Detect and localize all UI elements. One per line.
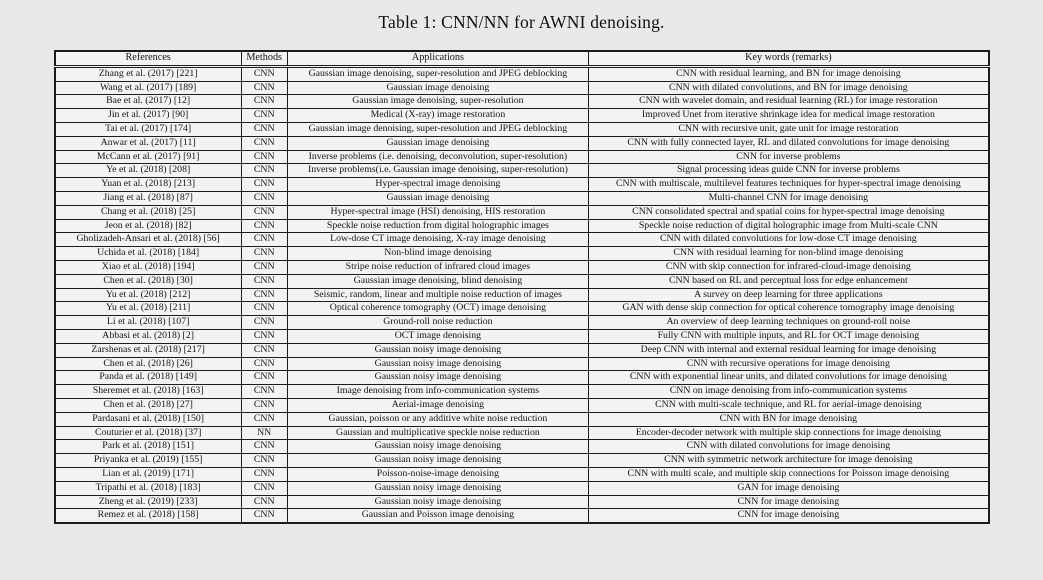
reference-cell: Yu et al. (2018) [212] (55, 288, 242, 302)
keywords-cell: GAN for image denoising (589, 481, 989, 495)
application-cell: Gaussian image denoising (287, 81, 589, 95)
method-cell: CNN (241, 343, 287, 357)
keywords-cell: Fully CNN with multiple inputs, and RL for OCT image denoising (589, 329, 989, 343)
keywords-cell: CNN on image denoising from info-communication systems (589, 385, 989, 399)
keywords-cell: CNN for image denoising (589, 509, 989, 523)
table-row (55, 481, 989, 495)
keywords-cell: CNN based on RL and perceptual loss for edge enhancement (589, 274, 989, 288)
keywords-cell: CNN with residual learning, and BN for image denoising (589, 66, 989, 81)
reference-cell: Couturier et al. (2018) [37] (55, 426, 242, 440)
keywords-cell: CNN with symmetric network architecture for image denoising (589, 454, 989, 468)
column-header: Key words (remarks) (589, 51, 989, 66)
table-row (55, 95, 989, 109)
application-cell: Gaussian image denoising (287, 191, 589, 205)
application-cell: Inverse problems (i.e. denoising, deconvolution, super-resolution) (287, 150, 589, 164)
method-cell: CNN (241, 302, 287, 316)
reference-cell: Sheremet et al. (2018) [163] (55, 385, 242, 399)
method-cell: NN (241, 426, 287, 440)
method-cell: CNN (241, 164, 287, 178)
keywords-cell: CNN consolidated spectral and spatial coins for hyper-spectral image denoising (589, 205, 989, 219)
keywords-cell: Multi-channel CNN for image denoising (589, 191, 989, 205)
column-header: References (55, 51, 242, 66)
reference-cell: Zheng et al. (2019) [233] (55, 495, 242, 509)
table-row (55, 109, 989, 123)
method-cell: CNN (241, 288, 287, 302)
table-caption: Table 1: CNN/NN for AWNI denoising. (378, 12, 665, 32)
keywords-cell: CNN for inverse problems (589, 150, 989, 164)
method-cell: CNN (241, 95, 287, 109)
table-header-row (55, 51, 989, 66)
application-cell: Gaussian image denoising (287, 136, 589, 150)
reference-cell: Yuan et al. (2018) [213] (55, 178, 242, 192)
reference-cell: Jiang et al. (2018) [87] (55, 191, 242, 205)
application-cell: Gaussian image denoising, super-resolution (287, 95, 589, 109)
application-cell: Medical (X-ray) image restoration (287, 109, 589, 123)
application-cell: Gaussian noisy image denoising (287, 371, 589, 385)
reference-cell: Xiao et al. (2018) [194] (55, 260, 242, 274)
keywords-cell: CNN with wavelet domain, and residual learning (RL) for image restoration (589, 95, 989, 109)
table-row (55, 495, 989, 509)
method-cell: CNN (241, 219, 287, 233)
application-cell: Gaussian image denoising, super-resolution and JPEG deblocking (287, 122, 589, 136)
application-cell: OCT image denoising (287, 329, 589, 343)
reference-cell: Bae et al. (2017) [12] (55, 95, 242, 109)
method-cell: CNN (241, 81, 287, 95)
reference-cell: Tripathi et al. (2018) [183] (55, 481, 242, 495)
keywords-cell: CNN with dilated convolutions for image denoising (589, 440, 989, 454)
table-row (55, 66, 989, 81)
method-cell: CNN (241, 440, 287, 454)
method-cell: CNN (241, 385, 287, 399)
table-row (55, 329, 989, 343)
application-cell: Gaussian noisy image denoising (287, 440, 589, 454)
keywords-cell: CNN with multi-scale technique, and RL for aerial-image denoising (589, 398, 989, 412)
reference-cell: Chen et al. (2018) [27] (55, 398, 242, 412)
keywords-cell: Encoder-decoder network with multiple skip connections for image denoising (589, 426, 989, 440)
keywords-cell: CNN with multiscale, multilevel features techniques for hyper-spectral image denoising (589, 178, 989, 192)
reference-cell: Tai et al. (2017) [174] (55, 122, 242, 136)
table-row (55, 178, 989, 192)
application-cell: Gaussian, poisson or any additive white noise reduction (287, 412, 589, 426)
method-cell: CNN (241, 205, 287, 219)
column-header: Applications (287, 51, 589, 66)
table-row (55, 385, 989, 399)
reference-cell: Ye et al. (2018) [208] (55, 164, 242, 178)
keywords-cell: GAN with dense skip connection for optical coherence tomography image denoising (589, 302, 989, 316)
reference-cell: Uchida et al. (2018) [184] (55, 247, 242, 261)
application-cell: Hyper-spectral image denoising (287, 178, 589, 192)
method-cell: CNN (241, 274, 287, 288)
reference-cell: Abbasi et al. (2018) [2] (55, 329, 242, 343)
method-cell: CNN (241, 481, 287, 495)
keywords-cell: Speckle noise reduction of digital holographic image from Multi-scale CNN (589, 219, 989, 233)
keywords-cell: Improved Unet from iterative shrinkage idea for medical image restoration (589, 109, 989, 123)
reference-cell: Lian et al. (2019) [171] (55, 467, 242, 481)
application-cell: Gaussian and Poisson image denoising (287, 509, 589, 523)
keywords-cell: CNN for image denoising (589, 495, 989, 509)
method-cell: CNN (241, 357, 287, 371)
keywords-cell: An overview of deep learning techniques on ground-roll noise (589, 316, 989, 330)
table-row (55, 412, 989, 426)
table-row (55, 371, 989, 385)
application-cell: Stripe noise reduction of infrared cloud images (287, 260, 589, 274)
keywords-cell: CNN with multi scale, and multiple skip connections for Poisson image denoising (589, 467, 989, 481)
application-cell: Poisson-noise-image denoising (287, 467, 589, 481)
reference-cell: Park et al. (2018) [151] (55, 440, 242, 454)
reference-cell: Zhang et al. (2017) [221] (55, 66, 242, 81)
application-cell: Hyper-spectral image (HSI) denoising, HIS restoration (287, 205, 589, 219)
table-row (55, 233, 989, 247)
application-cell: Gaussian noisy image denoising (287, 481, 589, 495)
method-cell: CNN (241, 247, 287, 261)
references-table (54, 50, 990, 524)
table-body (55, 66, 989, 523)
table-row (55, 357, 989, 371)
table-row (55, 260, 989, 274)
application-cell: Gaussian image denoising, blind denoising (287, 274, 589, 288)
application-cell: Gaussian noisy image denoising (287, 495, 589, 509)
reference-cell: Pardasani et al. (2018) [150] (55, 412, 242, 426)
reference-cell: Anwar et al. (2017) [11] (55, 136, 242, 150)
table-row (55, 509, 989, 523)
table-row (55, 316, 989, 330)
method-cell: CNN (241, 329, 287, 343)
reference-cell: Chen et al. (2018) [30] (55, 274, 242, 288)
application-cell: Inverse problems(i.e. Gaussian image denoising, super-resolution) (287, 164, 589, 178)
reference-cell: Zarshenas et al. (2018) [217] (55, 343, 242, 357)
table-row (55, 440, 989, 454)
keywords-cell: Deep CNN with internal and external residual learning for image denoising (589, 343, 989, 357)
table-row (55, 81, 989, 95)
application-cell: Gaussian image denoising, super-resolution and JPEG deblocking (287, 66, 589, 81)
method-cell: CNN (241, 233, 287, 247)
table-row (55, 205, 989, 219)
method-cell: CNN (241, 316, 287, 330)
reference-cell: Chang et al. (2018) [25] (55, 205, 242, 219)
keywords-cell: CNN with exponential linear units, and dilated convolutions for image denoising (589, 371, 989, 385)
keywords-cell: CNN with dilated convolutions for low-dose CT image denoising (589, 233, 989, 247)
keywords-cell: A survey on deep learning for three applications (589, 288, 989, 302)
table-row (55, 150, 989, 164)
method-cell: CNN (241, 260, 287, 274)
application-cell: Image denoising from info-communication systems (287, 385, 589, 399)
method-cell: CNN (241, 122, 287, 136)
method-cell: CNN (241, 495, 287, 509)
keywords-cell: CNN with skip connection for infrared-cloud-image denoising (589, 260, 989, 274)
keywords-cell: CNN with residual learning for non-blind image denoising (589, 247, 989, 261)
reference-cell: Gholizadeh-Ansari et al. (2018) [56] (55, 233, 242, 247)
application-cell: Optical coherence tomography (OCT) image denoising (287, 302, 589, 316)
application-cell: Gaussian noisy image denoising (287, 343, 589, 357)
keywords-cell: CNN with fully connected layer, RL and dilated convolutions for image denoising (589, 136, 989, 150)
reference-cell: Panda et al. (2018) [149] (55, 371, 242, 385)
column-header: Methods (241, 51, 287, 66)
keywords-cell: Signal processing ideas guide CNN for inverse problems (589, 164, 989, 178)
keywords-cell: CNN with recursive unit, gate unit for image restoration (589, 122, 989, 136)
reference-cell: Li et al. (2018) [107] (55, 316, 242, 330)
table-row (55, 191, 989, 205)
table-row (55, 136, 989, 150)
application-cell: Gaussian noisy image denoising (287, 357, 589, 371)
application-cell: Seismic, random, linear and multiple noise reduction of images (287, 288, 589, 302)
table-row (55, 343, 989, 357)
table-row (55, 247, 989, 261)
application-cell: Speckle noise reduction from digital holographic images (287, 219, 589, 233)
table-row (55, 302, 989, 316)
method-cell: CNN (241, 136, 287, 150)
method-cell: CNN (241, 66, 287, 81)
application-cell: Non-blind image denoising (287, 247, 589, 261)
reference-cell: Jeon et al. (2018) [82] (55, 219, 242, 233)
method-cell: CNN (241, 467, 287, 481)
method-cell: CNN (241, 509, 287, 523)
application-cell: Low-dose CT image denoising, X-ray image denoising (287, 233, 589, 247)
method-cell: CNN (241, 454, 287, 468)
table-row (55, 398, 989, 412)
method-cell: CNN (241, 412, 287, 426)
table-row (55, 164, 989, 178)
application-cell: Ground-roll noise reduction (287, 316, 589, 330)
table-row (55, 274, 989, 288)
table-row (55, 219, 989, 233)
table-row (55, 288, 989, 302)
reference-cell: Wang et al. (2017) [189] (55, 81, 242, 95)
reference-cell: Jin et al. (2017) [90] (55, 109, 242, 123)
keywords-cell: CNN with BN for image denoising (589, 412, 989, 426)
table-row (55, 122, 989, 136)
application-cell: Aerial-image denoising (287, 398, 589, 412)
method-cell: CNN (241, 150, 287, 164)
reference-cell: McCann et al. (2017) [91] (55, 150, 242, 164)
method-cell: CNN (241, 191, 287, 205)
method-cell: CNN (241, 109, 287, 123)
method-cell: CNN (241, 371, 287, 385)
table-row (55, 426, 989, 440)
application-cell: Gaussian noisy image denoising (287, 454, 589, 468)
application-cell: Gaussian and multiplicative speckle noise reduction (287, 426, 589, 440)
reference-cell: Priyanka et al. (2019) [155] (55, 454, 242, 468)
reference-cell: Chen et al. (2018) [26] (55, 357, 242, 371)
keywords-cell: CNN with recursive operations for image denoising (589, 357, 989, 371)
reference-cell: Yu et al. (2018) [211] (55, 302, 242, 316)
keywords-cell: CNN with dilated convolutions, and BN for image denoising (589, 81, 989, 95)
table-row (55, 454, 989, 468)
method-cell: CNN (241, 398, 287, 412)
table-header (55, 51, 989, 66)
table-row (55, 467, 989, 481)
reference-cell: Remez et al. (2018) [158] (55, 509, 242, 523)
method-cell: CNN (241, 178, 287, 192)
